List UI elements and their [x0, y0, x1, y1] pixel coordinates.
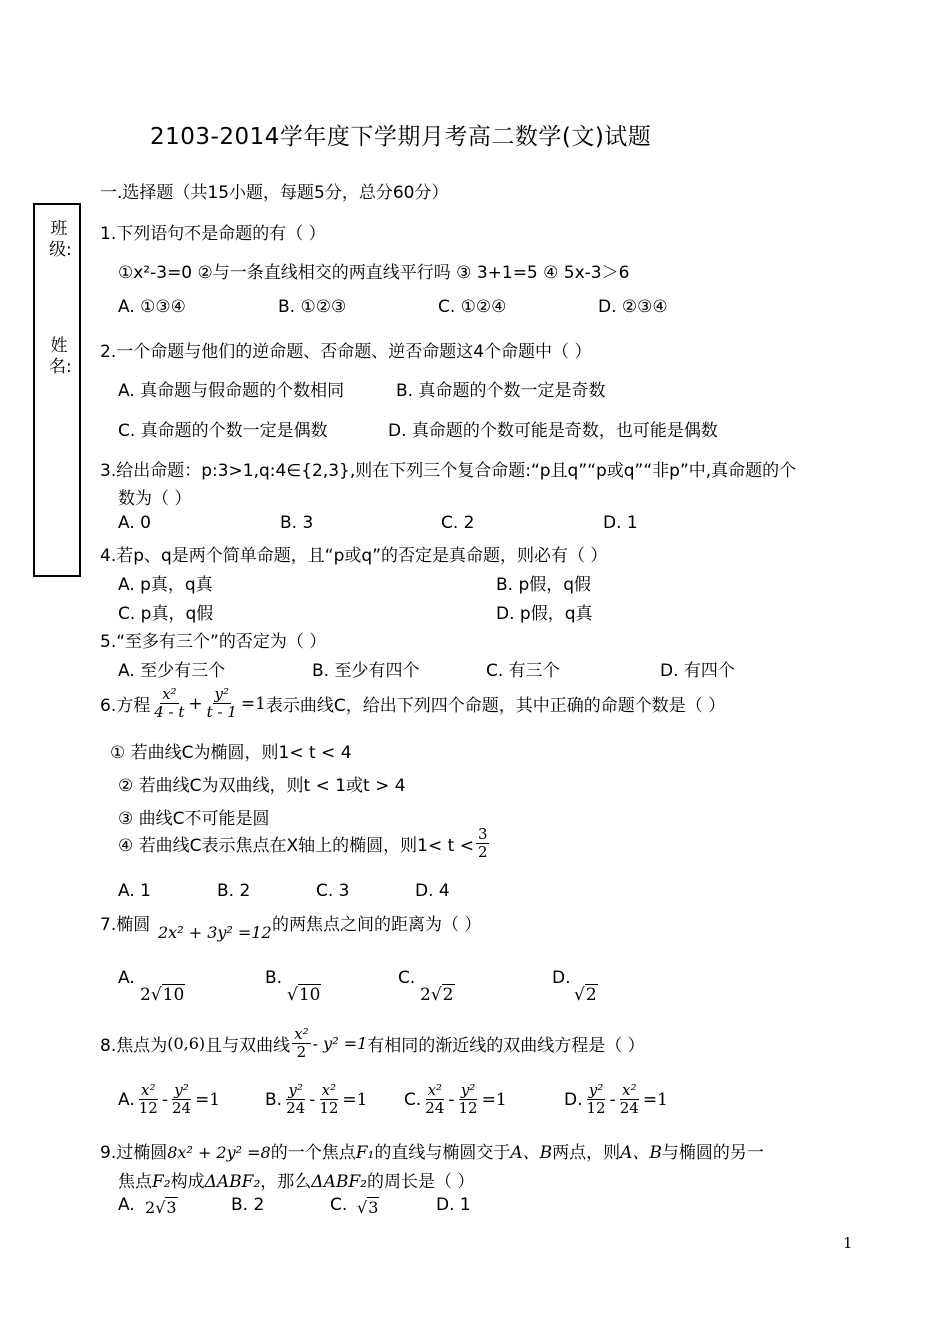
q9-ab2: A、B	[620, 1143, 662, 1163]
q6-option-d: D. 4	[415, 881, 450, 901]
q8-option-b	[265, 1082, 367, 1117]
q7-prefix: 7.椭圆	[100, 915, 151, 935]
q5-option-c: C. 有三个	[486, 661, 560, 681]
q4-option-d: D. p假，q真	[496, 604, 593, 624]
q9-stem-cont	[118, 1167, 474, 1192]
q1-option-a: A. ①③④	[118, 297, 186, 317]
q9-line2c: ，那么	[260, 1172, 312, 1192]
q8-option-a	[118, 1082, 220, 1117]
q6-suffix: 表示曲线C，给出下列四个命题，其中正确的命题个数是（ ）	[265, 696, 726, 716]
q4-option-a: A. p真，q真	[118, 575, 213, 595]
q6-option-c: C. 3	[316, 881, 350, 901]
q8-suffix: 有相同的渐近线的双曲线方程是（ ）	[367, 1036, 645, 1056]
q8-b-f1-num: y²	[288, 1081, 303, 1099]
q3-stem: 3.给出命题：p:3>1,q:4∈{2,3},则在下列三个复合命题:“p且q”“p或q”“非p”中,真命题的个	[100, 461, 797, 481]
q8-a-f2-den: 24	[171, 1099, 192, 1117]
q6-statement-4	[118, 826, 491, 861]
q9-f1: F₁	[355, 1143, 375, 1163]
q9-prefix: 9.过椭圆	[100, 1143, 168, 1163]
q6-s4-fraction	[476, 826, 490, 861]
q6-fraction-1	[152, 686, 186, 721]
q7-option-b-value: √10	[287, 985, 321, 1005]
q6-s4-den: 2	[477, 843, 488, 861]
q8-b-f1-den: 24	[286, 1099, 306, 1117]
q9-ab: A、B	[510, 1143, 553, 1163]
q8-b-frac1	[284, 1082, 307, 1117]
q8-b-f2-den: 12	[319, 1099, 339, 1117]
q6-f2-den: t - 1	[206, 703, 237, 721]
q5-option-a: A. 至少有三个	[118, 661, 226, 681]
q4-option-b: B. p假，q假	[496, 575, 592, 595]
class-label: 班级:	[49, 219, 72, 260]
q6-statement-1: ① 若曲线C为椭圆，则1< t < 4	[110, 743, 352, 763]
q7-a-rad: 10	[162, 985, 185, 1005]
q6-option-b: B. 2	[217, 881, 251, 901]
q6-s4-text: ④ 若曲线C表示焦点在X轴上的椭圆，则1< t <	[118, 836, 474, 856]
q7-option-c-label: C.	[398, 968, 416, 988]
q8-a-frac1	[137, 1082, 160, 1117]
q9-option-d: D. 1	[436, 1195, 471, 1215]
q5-stem: 5.“至多有三个”的否定为（ ）	[100, 632, 327, 652]
q8-d-f2-num: x²	[622, 1081, 637, 1099]
q8-point: (0,6)	[167, 1034, 206, 1053]
q9-equation: 8x² + 2y² =8	[167, 1143, 271, 1162]
page-title: 2103-2014学年度下学期月考高二数学(文)试题	[150, 124, 652, 150]
q7-option-d-value: √2	[574, 985, 597, 1005]
q8-a-f1-den: 12	[138, 1099, 158, 1117]
q7-b-rad: 10	[298, 985, 321, 1005]
q7-equation: 2x² + 3y² =12	[158, 923, 272, 942]
q1-option-c: C. ①②④	[438, 297, 507, 317]
q2-stem: 2.一个命题与他们的逆命题、否命题、逆否命题这4个命题中（ ）	[100, 342, 592, 362]
q9-c-rad: 3	[368, 1198, 379, 1217]
q8-prefix: 8.焦点为	[100, 1036, 168, 1056]
q8-mid: 且与双曲线	[205, 1036, 291, 1056]
q9-t1: 的一个焦点	[270, 1143, 356, 1163]
q8-option-c	[404, 1082, 507, 1117]
q6-statement-3: ③ 曲线C不可能是圆	[118, 809, 270, 829]
q8-b-label: B.	[265, 1089, 283, 1110]
q9-line2b: 构成	[170, 1172, 205, 1192]
q3-option-c: C. 2	[441, 513, 475, 533]
q7-option-a-value: 2√10	[140, 985, 185, 1005]
q7-d-rad: 2	[585, 985, 597, 1005]
q9-triangle: ΔABF₂	[204, 1172, 261, 1192]
q7-c-coef: 2	[420, 985, 431, 1005]
q9-t2: 的直线与椭圆交于	[374, 1143, 511, 1163]
q6-prefix: 6.方程	[100, 696, 151, 716]
q9-t3: 两点，则	[552, 1143, 621, 1163]
q8-c-f2-den: 12	[458, 1099, 478, 1117]
q1-items: ①x²-3=0 ②与一条直线相交的两直线平行吗 ③ 3+1=5 ④ 5x-3＞6	[118, 263, 630, 283]
q8-c-eq: =1	[481, 1089, 507, 1110]
q2-option-a: A. 真命题与假命题的个数相同	[118, 381, 345, 401]
q8-c-frac2	[457, 1082, 480, 1117]
q9-option-a-value: 2√3	[145, 1198, 177, 1217]
q9-option-c-value: √3	[357, 1198, 379, 1217]
q6-option-a: A. 1	[118, 881, 151, 901]
q9-a-rad: 3	[166, 1198, 177, 1217]
q8-d-label: D.	[564, 1089, 583, 1110]
q7-a-coef: 2	[140, 985, 151, 1005]
q3-option-a: A. 0	[118, 513, 151, 533]
q7-c-rad: 2	[442, 985, 454, 1005]
name-label: 姓名:	[49, 336, 72, 377]
q8-d-eq: =1	[642, 1089, 668, 1110]
q1-option-b: B. ①②③	[278, 297, 347, 317]
q8-f-den: 2	[296, 1043, 307, 1061]
q8-a-f2-num: y²	[174, 1081, 189, 1099]
q8-c-frac1	[423, 1082, 446, 1117]
q8-tail: - y² =1	[312, 1034, 368, 1053]
q4-stem: 4.若p、q是两个简单命题，且“p或q”的否定是真命题，则必有（ ）	[100, 546, 608, 566]
q9-line2d: 的周长是（ ）	[366, 1172, 475, 1192]
q8-b-frac2	[317, 1082, 340, 1117]
q7-option-b-label: B.	[265, 968, 283, 988]
q8-c-f2-num: y²	[460, 1081, 476, 1099]
q8-a-label: A.	[118, 1089, 135, 1110]
q9-stem	[100, 1138, 764, 1163]
q9-option-a-label: A.	[118, 1195, 135, 1215]
q6-stem	[100, 686, 725, 721]
q3-option-b: B. 3	[280, 513, 314, 533]
q8-f-num: x²	[294, 1025, 309, 1043]
q7-suffix: 的两焦点之间的距离为（ ）	[272, 915, 482, 935]
q9-option-c-label: C.	[330, 1195, 348, 1215]
q6-s4-num: 3	[477, 825, 488, 843]
q5-option-b: B. 至少有四个	[312, 661, 420, 681]
q8-c-f1-num: x²	[427, 1081, 443, 1099]
q9-t4: 与椭圆的另一	[661, 1143, 764, 1163]
q7-option-d-label: D.	[552, 968, 571, 988]
q8-b-eq: =1	[342, 1089, 368, 1110]
q6-f1-den: 4 - t	[154, 703, 185, 721]
q5-option-d: D. 有四个	[660, 661, 735, 681]
q8-b-minus: -	[309, 1089, 316, 1110]
q8-d-f1-num: y²	[588, 1081, 604, 1099]
q6-statement-2: ② 若曲线C为双曲线，则t < 1或t > 4	[118, 776, 406, 796]
q8-c-minus: -	[448, 1089, 455, 1110]
page-number: 1	[843, 1234, 853, 1252]
q4-option-c: C. p真，q假	[118, 604, 214, 624]
q6-f2-num: y²	[214, 685, 230, 703]
q2-option-d: D. 真命题的个数可能是奇数，也可能是偶数	[388, 421, 718, 441]
q9-triangle-2: ΔABF₂	[311, 1172, 367, 1192]
q8-stem	[100, 1026, 645, 1061]
q9-a-coef: 2	[145, 1198, 156, 1217]
q2-option-b: B. 真命题的个数一定是奇数	[396, 381, 606, 401]
q9-f2: F₂	[152, 1172, 171, 1192]
q8-d-frac1	[585, 1082, 608, 1117]
q8-d-minus: -	[609, 1089, 616, 1110]
q8-a-eq: =1	[195, 1089, 221, 1110]
q1-stem: 1.下列语句不是命题的有（ ）	[100, 224, 326, 244]
q3-option-d: D. 1	[603, 513, 638, 533]
q9-option-b: B. 2	[231, 1195, 265, 1215]
q2-option-c: C. 真命题的个数一定是偶数	[118, 421, 328, 441]
q6-f1-num: x²	[162, 685, 177, 703]
q8-fraction	[292, 1026, 310, 1061]
q7-option-c-value: 2√2	[420, 985, 454, 1005]
q8-d-f2-den: 24	[619, 1099, 639, 1117]
student-info-box	[33, 203, 81, 577]
q6-plus: +	[188, 693, 203, 714]
q8-a-f1-num: x²	[141, 1081, 156, 1099]
q8-c-label: C.	[404, 1089, 422, 1110]
q8-a-frac2	[170, 1082, 193, 1117]
q8-d-f1-den: 12	[586, 1099, 606, 1117]
section-heading: 一.选择题（共15小题，每题5分，总分60分）	[100, 183, 449, 203]
q1-option-d: D. ②③④	[598, 297, 668, 317]
q8-option-d	[564, 1082, 668, 1117]
q8-a-minus: -	[161, 1089, 168, 1110]
q7-option-a-label: A.	[118, 968, 135, 988]
q8-d-frac2	[618, 1082, 641, 1117]
q8-c-f1-den: 24	[425, 1099, 445, 1117]
q9-line2a: 焦点	[118, 1172, 152, 1192]
q6-eq: =1	[240, 693, 266, 714]
q8-b-f2-num: x²	[321, 1081, 337, 1099]
q6-fraction-2	[205, 686, 239, 721]
q3-stem-cont: 数为（ ）	[118, 489, 192, 509]
